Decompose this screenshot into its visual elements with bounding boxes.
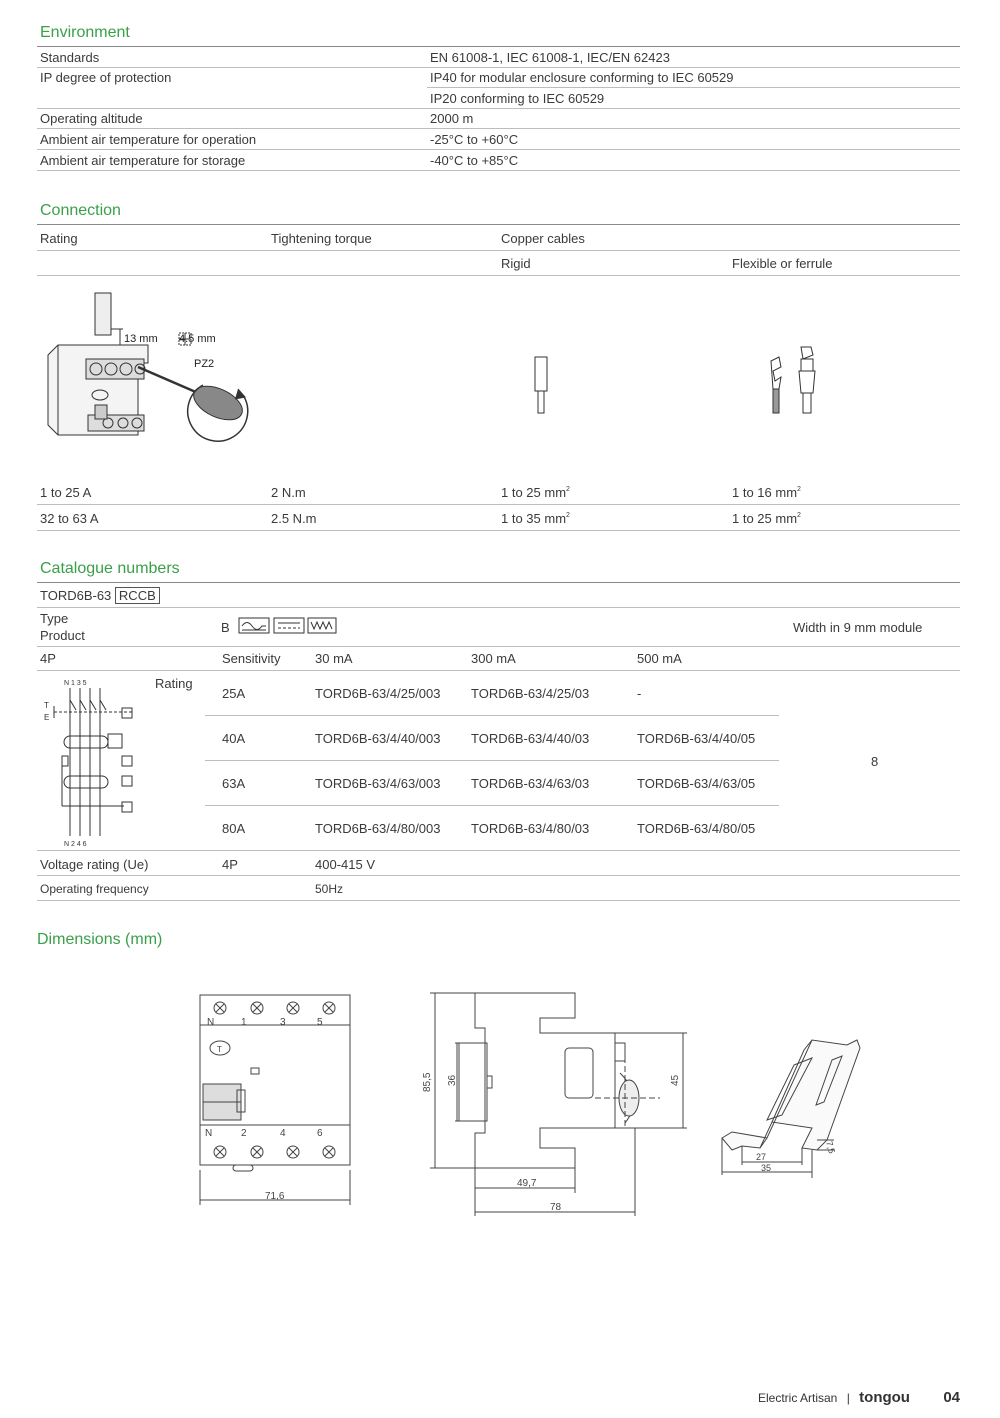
cat-rating: 25A bbox=[222, 686, 246, 701]
divider bbox=[205, 715, 779, 716]
freq-label: Operating frequency bbox=[40, 882, 149, 896]
schematic-top-labels: N 1 3 5 bbox=[64, 680, 87, 687]
cat-300: TORD6B-63/4/40/03 bbox=[471, 731, 590, 746]
divider bbox=[427, 87, 960, 88]
conn-torque: 2 N.m bbox=[271, 485, 306, 500]
divider bbox=[37, 607, 960, 608]
dimensions-heading: Dimensions (mm) bbox=[37, 931, 163, 948]
svg-text:T: T bbox=[217, 1045, 222, 1054]
cat-rating: 63A bbox=[222, 776, 246, 791]
divider bbox=[37, 108, 960, 109]
side-view-drawing bbox=[415, 988, 695, 1220]
voltage-value: 400-415 V bbox=[315, 857, 375, 872]
divider bbox=[37, 250, 960, 251]
conn-rating: 32 to 63 A bbox=[40, 511, 99, 526]
env-value: 2000 m bbox=[430, 111, 474, 126]
rail-depth: 7,5 bbox=[824, 1139, 837, 1155]
divider bbox=[37, 582, 960, 583]
terminal-label: 6 bbox=[317, 1128, 323, 1139]
conn-rigid: 1 to 35 $mm^2$ bbox=[501, 511, 570, 526]
poles: 4P bbox=[40, 651, 56, 666]
wiring-schematic bbox=[42, 676, 142, 848]
width-dimension: 71,6 bbox=[265, 1191, 285, 1202]
dim-label: 13 mm bbox=[124, 333, 158, 345]
divider bbox=[37, 170, 960, 171]
conn-flexible: 1 to 16 $mm^2$ bbox=[732, 485, 801, 500]
env-value: -25°C to +60°C bbox=[430, 132, 519, 147]
terminal-label: 5 bbox=[317, 1017, 323, 1028]
type-symbols bbox=[238, 617, 338, 635]
page-number: 04 bbox=[943, 1389, 960, 1406]
sens-500: 500 mA bbox=[637, 651, 682, 666]
env-value: IP20 conforming to IEC 60529 bbox=[430, 91, 605, 106]
voltage-poles: 4P bbox=[222, 857, 238, 872]
env-label: Ambient air temperature for storage bbox=[40, 153, 246, 168]
depth-total-dimension: 78 bbox=[550, 1202, 562, 1213]
cable-end-icon bbox=[95, 293, 111, 335]
divider bbox=[37, 670, 960, 671]
terminal-label: 2 bbox=[241, 1128, 247, 1139]
schematic-t: T bbox=[44, 701, 49, 710]
footer-brand-text: Electric Artisan bbox=[757, 1391, 838, 1405]
conn-rating: 1 to 25 A bbox=[40, 485, 92, 500]
divider bbox=[37, 646, 960, 647]
rail-height-dimension: 45 bbox=[670, 1074, 681, 1086]
divider bbox=[37, 224, 960, 225]
env-label: IP degree of protection bbox=[40, 70, 172, 85]
environment-heading: Environment bbox=[40, 24, 130, 41]
footer-logo: tongou bbox=[859, 1389, 910, 1406]
terminal-label: 1 bbox=[241, 1017, 247, 1028]
conn-torque: 2.5 N.m bbox=[271, 511, 317, 526]
divider bbox=[37, 875, 960, 876]
divider bbox=[37, 275, 960, 276]
env-value: IP40 for modular enclosure conforming to IEC 60529 bbox=[430, 70, 734, 85]
rail-inner-width: 27 bbox=[756, 1152, 767, 1162]
front-view-drawing bbox=[195, 990, 355, 1215]
cat-rating: 40A bbox=[222, 731, 246, 746]
type-label: Type bbox=[40, 611, 69, 626]
height-dimension: 85,5 bbox=[422, 1072, 433, 1092]
cat-300: TORD6B-63/4/80/03 bbox=[471, 821, 590, 836]
sensitivity-label: Sensitivity bbox=[222, 651, 281, 666]
product-label: Product bbox=[40, 628, 85, 643]
dim-label: 4.5 mm bbox=[179, 333, 216, 345]
divider bbox=[37, 46, 960, 47]
divider bbox=[37, 504, 960, 505]
cat-30: TORD6B-63/4/63/003 bbox=[315, 776, 441, 791]
col-rigid: Rigid bbox=[501, 256, 531, 271]
col-flexible: Flexible or ferrule bbox=[732, 256, 833, 271]
inner-dimension: 36 bbox=[447, 1074, 458, 1086]
cat-500: TORD6B-63/4/80/05 bbox=[637, 821, 756, 836]
sens-30: 30 mA bbox=[315, 651, 353, 666]
schematic-e: E bbox=[44, 713, 50, 722]
env-label: Operating altitude bbox=[40, 111, 143, 126]
cat-500: - bbox=[637, 686, 642, 701]
width-value: 8 bbox=[871, 754, 879, 769]
model-name: TORD6B-63 RCCB bbox=[40, 588, 160, 603]
flexible-cable-icon bbox=[765, 345, 825, 417]
voltage-label: Voltage rating (Ue) bbox=[40, 857, 149, 872]
col-torque: Tightening torque bbox=[271, 231, 372, 246]
terminal-label: 4 bbox=[280, 1128, 286, 1139]
env-value: -40°C to +85°C bbox=[430, 153, 519, 168]
freq-value: 50Hz bbox=[315, 882, 344, 896]
col-copper: Copper cables bbox=[501, 231, 585, 246]
rail-outer-width: 35 bbox=[761, 1163, 772, 1173]
cat-30: TORD6B-63/4/80/003 bbox=[315, 821, 441, 836]
env-label: Ambient air temperature for operation bbox=[40, 132, 257, 147]
din-rail-drawing bbox=[712, 1020, 872, 1190]
cat-500: TORD6B-63/4/63/05 bbox=[637, 776, 756, 791]
type-letter: B bbox=[221, 620, 230, 635]
width-label: Width in 9 mm module bbox=[793, 620, 923, 635]
divider bbox=[37, 67, 960, 68]
bit-label: PZ2 bbox=[194, 358, 215, 370]
conn-flexible: 1 to 25 $mm^2$ bbox=[732, 511, 801, 526]
rating-label: Rating bbox=[155, 676, 193, 691]
divider bbox=[37, 128, 960, 129]
divider bbox=[37, 900, 960, 901]
divider bbox=[205, 760, 779, 761]
cat-30: TORD6B-63/4/25/003 bbox=[315, 686, 441, 701]
env-value: EN 61008-1, IEC 61008-1, IEC/EN 62423 bbox=[430, 50, 670, 65]
footer: Electric Artisan | tongou 04 bbox=[757, 1389, 960, 1406]
divider bbox=[205, 805, 779, 806]
cat-500: TORD6B-63/4/40/05 bbox=[637, 731, 756, 746]
divider bbox=[37, 530, 960, 531]
schematic-bottom-labels: N 2 4 6 bbox=[64, 841, 87, 848]
cat-300: TORD6B-63/4/25/03 bbox=[471, 686, 590, 701]
dc-symbol-icon bbox=[274, 618, 304, 633]
conn-rigid: 1 to 25 $mm^2$ bbox=[501, 485, 570, 500]
rigid-cable-icon bbox=[530, 355, 554, 415]
cat-30: TORD6B-63/4/40/003 bbox=[315, 731, 441, 746]
tightening-figure bbox=[38, 285, 268, 460]
connection-heading: Connection bbox=[40, 202, 121, 219]
catalogue-heading: Catalogue numbers bbox=[40, 560, 180, 577]
sens-300: 300 mA bbox=[471, 651, 516, 666]
terminal-label: N bbox=[205, 1128, 213, 1139]
env-label: Standards bbox=[40, 50, 100, 65]
terminal-label: N bbox=[207, 1017, 215, 1028]
depth-dimension: 49,7 bbox=[517, 1178, 537, 1189]
col-rating: Rating bbox=[40, 231, 78, 246]
divider bbox=[37, 850, 960, 851]
screwdriver-shaft bbox=[138, 367, 198, 393]
divider bbox=[37, 149, 960, 150]
cat-300: TORD6B-63/4/63/03 bbox=[471, 776, 590, 791]
screwdriver-handle-icon bbox=[189, 379, 248, 426]
cat-rating: 80A bbox=[222, 821, 246, 836]
terminal-label: 3 bbox=[280, 1017, 286, 1028]
